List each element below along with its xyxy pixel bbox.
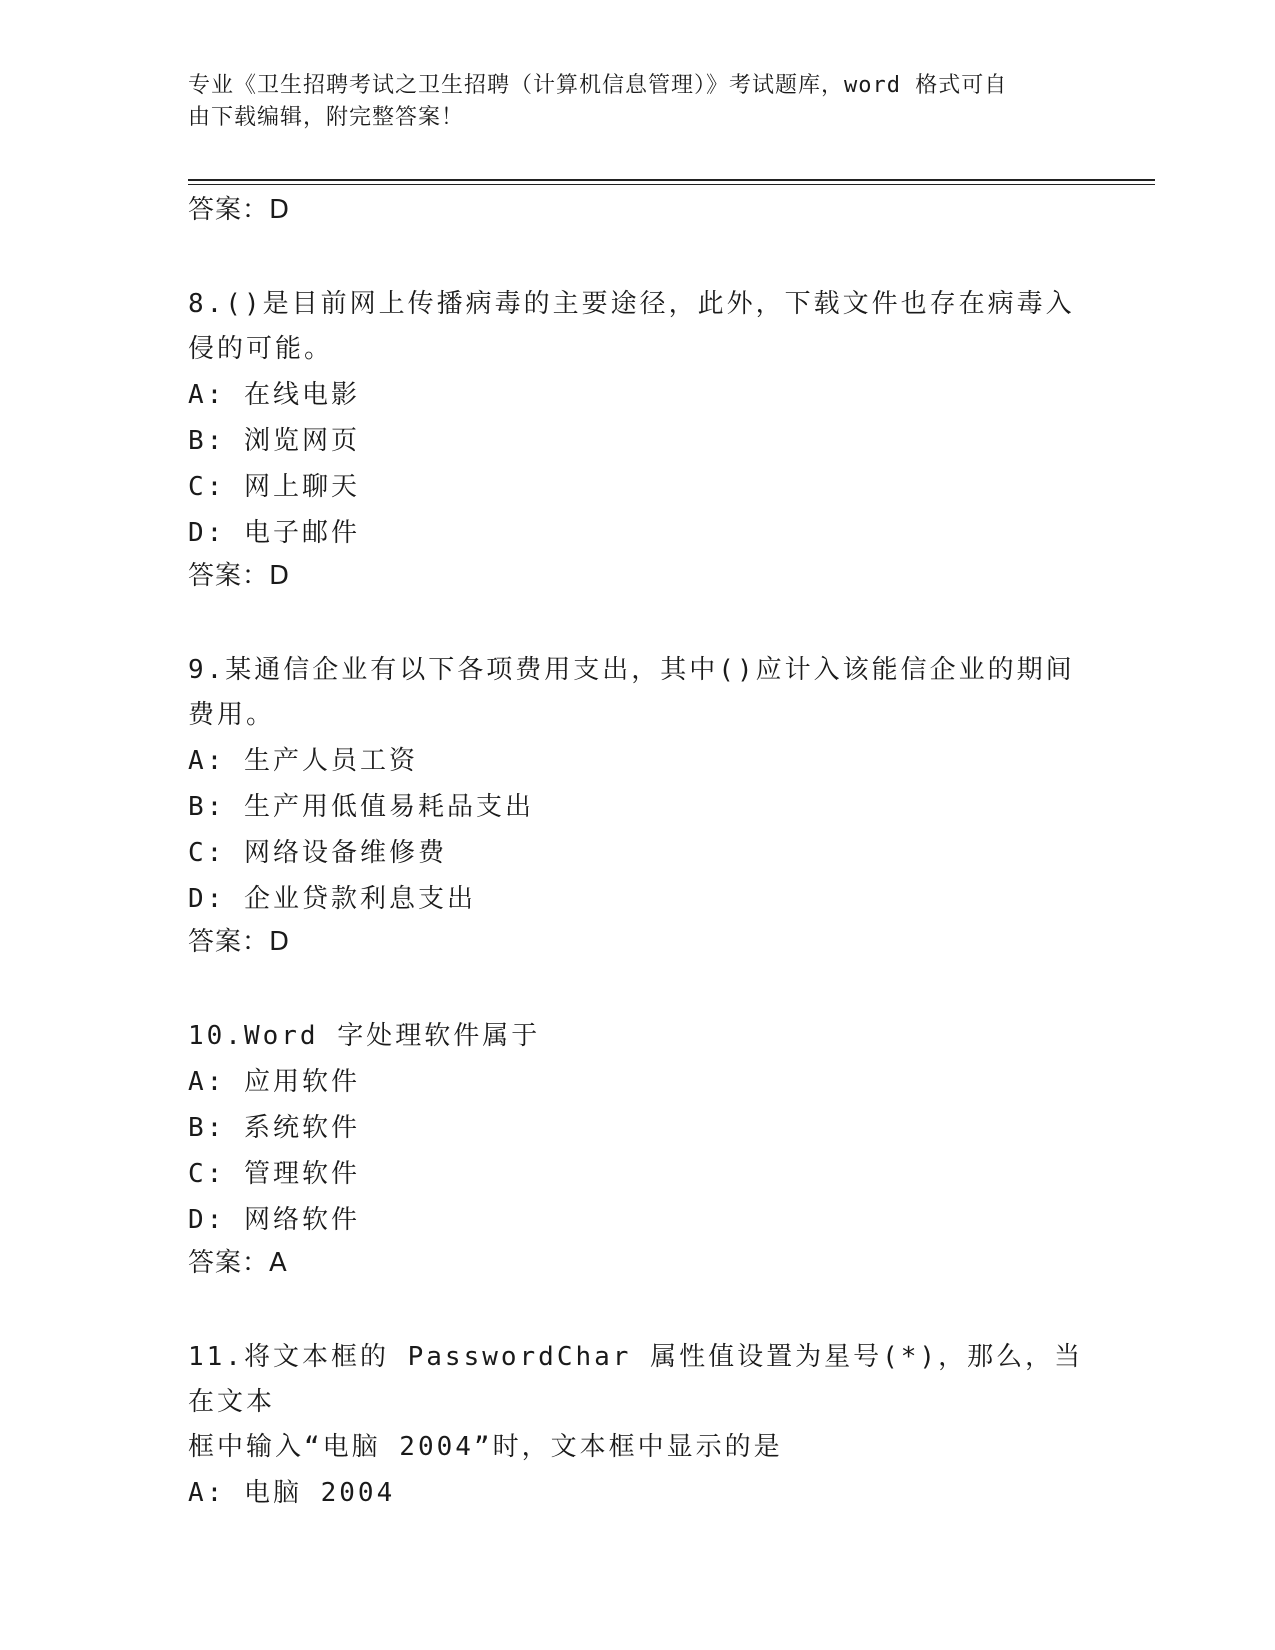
question-stem: 10.Word 字处理软件属于 [188,1021,541,1051]
header-line-1: 专业《卫生招聘考试之卫生招聘（计算机信息管理）》考试题库，word 格式可自 [188,73,1008,98]
option-d: D: 企业贷款利息支出 [188,884,476,914]
option-c: C: 网络设备维修费 [188,838,447,868]
header-line-2: 由下载编辑，附完整答案！ [188,105,465,130]
option-a: A: 生产人员工资 [188,746,418,776]
option-b: B: 系统软件 [188,1113,360,1143]
question-stem: 8.()是目前网上传播病毒的主要途径，此外，下载文件也存在病毒入 [188,289,1075,319]
question-stem: 11.将文本框的 PasswordChar 属性值设置为星号(*)，那么，当在文本 [188,1342,1084,1417]
answer-line: 答案：D [188,561,291,591]
answer-line: 答案：D [188,927,291,957]
answer-line: 答案：A [188,1248,288,1278]
option-a: A: 在线电影 [188,380,360,410]
question-stem-cont: 框中输入“电脑 2004”时，文本框中显示的是 [188,1432,783,1462]
answer-line: 答案：D [188,195,291,225]
header-rule-thick [188,179,1155,181]
question-list [188,190,1088,1516]
option-c: C: 网上聊天 [188,472,360,502]
question-10 [188,1014,1088,1289]
document-header [188,70,1068,134]
question-stem-cont: 费用。 [188,700,276,730]
header-rule-thin [188,184,1155,185]
question-9 [188,648,1088,968]
question-stem-cont: 侵的可能。 [188,334,334,364]
option-d: D: 网络软件 [188,1205,360,1235]
option-a: A: 电脑 2004 [188,1478,396,1508]
option-a: A: 应用软件 [188,1067,360,1097]
option-b: B: 浏览网页 [188,426,360,456]
question-stem: 9.某通信企业有以下各项费用支出，其中()应计入该能信企业的期间 [188,655,1075,685]
question-11 [188,1335,1088,1516]
option-b: B: 生产用低值易耗品支出 [188,792,534,822]
option-c: C: 管理软件 [188,1159,360,1189]
option-d: D: 电子邮件 [188,518,360,548]
question-8 [188,282,1088,602]
